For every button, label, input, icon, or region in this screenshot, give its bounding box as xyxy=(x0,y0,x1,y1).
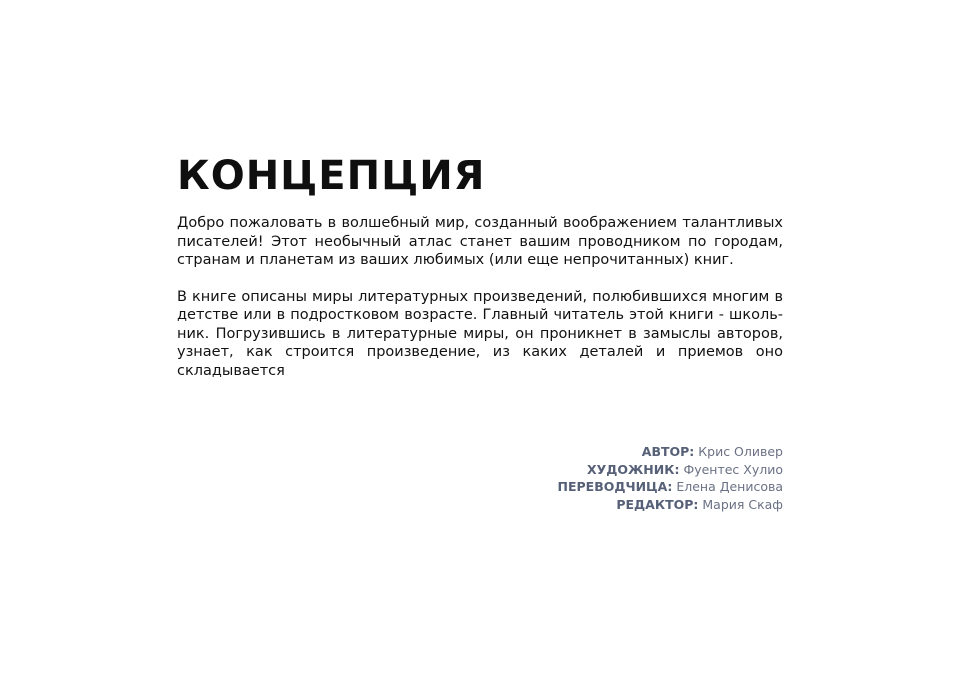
credit-illustrator xyxy=(558,461,784,479)
credit-name: Фуентес Хулио xyxy=(683,461,783,477)
concept-section xyxy=(177,150,783,398)
credit-role-label: АВТОР: xyxy=(641,444,695,459)
credit-editor xyxy=(558,496,784,514)
credits-block xyxy=(558,443,784,513)
credit-translator xyxy=(558,478,784,496)
credit-role-label: ХУДОЖНИК: xyxy=(586,461,680,477)
credit-name: Елена Денисова xyxy=(676,479,783,494)
page-title: КОНЦЕПЦИЯ xyxy=(177,153,486,199)
credit-role-label: ПЕРЕВОДЧИЦА: xyxy=(557,479,673,494)
credit-role-label: РЕДАКТОР: xyxy=(616,496,699,512)
description-paragraph: В книге описаны миры литературных произведений, полюбившихся многим в детстве или в подростковом возрасте. Главный читатель этой книги - школь-ник. Погрузившись в литературные миры, он проникнет в замыслы авторов, узнает, как строится произведение, из каких деталей и приемов оно складывается xyxy=(177,288,783,379)
credit-name: Мария Скаф xyxy=(702,496,783,512)
credit-author xyxy=(558,443,784,461)
intro-paragraph: Добро пожаловать в волшебный мир, созданный воображением талантливых писателей! Этот необычный атлас станет вашим проводником по городам, странам и планетам из ваших любимых (или еще непрочитанных) книг. xyxy=(177,215,783,268)
credit-name: Крис Оливер xyxy=(698,444,783,459)
